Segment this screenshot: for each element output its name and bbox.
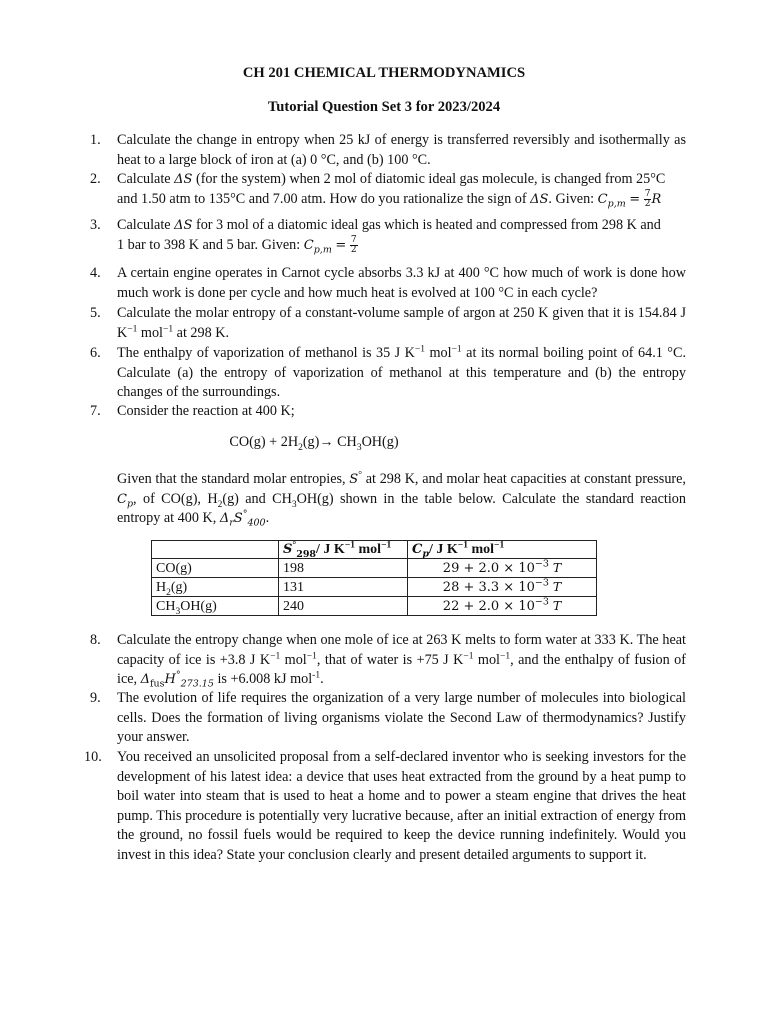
question-8 (90, 631, 686, 690)
table-cell-s298: 131 (279, 578, 408, 597)
question-text: You received an unsolicited proposal from a self-declared inventor who is seeking investors for the development of his latest idea: a device that uses heat extracted from the ground by a heat pump to boil water into steam that is used to heat a home and to power a steam engine that drives the heat pump. This procedure is potentially very lucrative because, after an initial extraction of energy from the ground, no fossil fuels would be required to keep the device running indefinitely. Would you invest in this idea? State your conclusion clearly and present detailed arguments to support it. (117, 749, 686, 863)
table-cell-cp: $28 + 3.3 \times 10^{-3}$ T (408, 578, 597, 597)
question-text: Given that the standard molar entropies, S° at 298 K, and molar heat capacities at constant pressure, $C_p$, of CO(g), $H_2(g)$ and $CH_3OH(g)$ shown in the table below. Calculate the standard reaction entropy at 400 K, $\Delta_rS^\circ_{400}$. (117, 470, 686, 529)
question-line: Calculate ΔS (for the system) when 2 mol of diatomic ideal gas molecule, is changed from 25°C (117, 171, 666, 187)
question-text (117, 216, 686, 255)
question-text: The enthalpy of vaporization of methanol is 35 J $K^{-1}$ mol$^{-1}$ at its normal boiling point of 64.1 °C. Calculate (a) the entropy of vaporization of methanol at this temperature and (b) the entropy changes of the surroundings. (117, 344, 686, 400)
question-text: Consider the reaction at 400 K; (117, 403, 295, 419)
question-number: 1. (90, 132, 101, 148)
question-number: 2. (90, 171, 101, 187)
table-header-cell: $C_p/$ J $K^{-1}$ mol$^{-1}$ (408, 541, 597, 559)
question-number: 9. (90, 690, 101, 706)
table-cell-s298: 240 (279, 597, 408, 616)
question-number: 10. (84, 749, 102, 765)
table-cell-s298: 198 (279, 559, 408, 578)
question-text: Calculate the entropy change when one mole of ice at 263 K melts to form water at 333 K. The heat capacity of ice is +3.8 J $K^{-1}$ mol$^{-1}$, that of water is +75 J $K^{-1}$ mol$^{-1}$, and the enthalpy of fusion of ice, $\Delta_{fus}H^\circ_{273.15}$ is +6.008 kJ mol$^{-1}$. (117, 632, 686, 690)
question-number: 7. (90, 403, 101, 419)
question-line: Calculate ΔS for 3 mol of a diatomic ideal gas which is heated and compressed from 298 K and (117, 217, 661, 233)
question-5 (90, 304, 686, 343)
table-cell-cp: $29 + 2.0 \times 10^{-3}$ T (408, 559, 597, 578)
question-number: 4. (90, 265, 101, 281)
table-header-row (152, 541, 597, 559)
entropy-heat-capacity-table (151, 540, 597, 616)
question-text: A certain engine operates in Carnot cycle absorbs 3.3 kJ at 400 °C how much of work is done how much work is done per cycle and how much heat is evolved at 100 °C in each cycle? (117, 265, 686, 301)
question-6 (90, 344, 686, 403)
fraction: $\frac{7}{2}$ (644, 188, 651, 209)
question-line: 1 bar to 398 K and 5 bar. Given: $C_{p,m}$ = $\frac{7}{2}$ (117, 234, 357, 256)
question-3 (90, 216, 686, 255)
question-1 (90, 131, 686, 170)
question-number: 5. (90, 305, 101, 321)
table-header-cell: $S^\circ_{298}/$ J $K^{-1}$ mol$^{-1}$ (279, 541, 408, 559)
fraction: $\frac{7}{2}$ (350, 234, 357, 255)
question-7 (90, 402, 686, 422)
table-row (152, 597, 597, 616)
course-title: CH 201 CHEMICAL THERMODYNAMICS (242, 65, 526, 81)
question-text: Calculate the molar entropy of a constant-volume sample of argon at 250 K given that it is 154.84 J $K^{-1}$ mol$^{-1}$ at 298 K. (117, 305, 686, 341)
table-row (152, 578, 597, 597)
question-4 (90, 264, 686, 303)
question-2 (90, 170, 686, 209)
table-cell-species: CO(g) (152, 559, 279, 578)
tutorial-subtitle: Tutorial Question Set 3 for 2023/2024 (267, 99, 501, 115)
question-7-continued (90, 470, 686, 529)
reaction-equation: $CO(g) + 2H_2(g)\to CH_3OH(g)$ (229, 434, 399, 453)
question-text (117, 170, 686, 209)
question-number: 8. (90, 632, 101, 648)
question-line: and 1.50 atm to 135°C and 7.00 atm. How do you rationalize the sign of ΔS. Given: $C_{p,m}$ = $\frac{7}{2}$ R (117, 188, 662, 210)
question-text: Calculate the change in entropy when 25 kJ of energy is transferred reversibly and isothermally as heat to a large block of iron at (a) 0 °C, and (b) 100 °C. (117, 132, 686, 168)
table-header-cell (152, 541, 279, 559)
question-number: 3. (90, 217, 101, 233)
table-row (152, 559, 597, 578)
table-cell-species: $H_2(g)$ (152, 578, 279, 597)
question-number: 6. (90, 345, 101, 361)
question-text: The evolution of life requires the organization of a very large number of molecules into biological cells. Does the formation of living organisms violate the Second Law of thermodynamics? Justify your answer. (117, 690, 686, 745)
table-cell-species: $CH_3OH(g)$ (152, 597, 279, 616)
question-10 (84, 748, 686, 865)
table-cell-cp: $22 + 2.0 \times 10^{-3}$ T (408, 597, 597, 616)
question-9 (90, 689, 686, 748)
